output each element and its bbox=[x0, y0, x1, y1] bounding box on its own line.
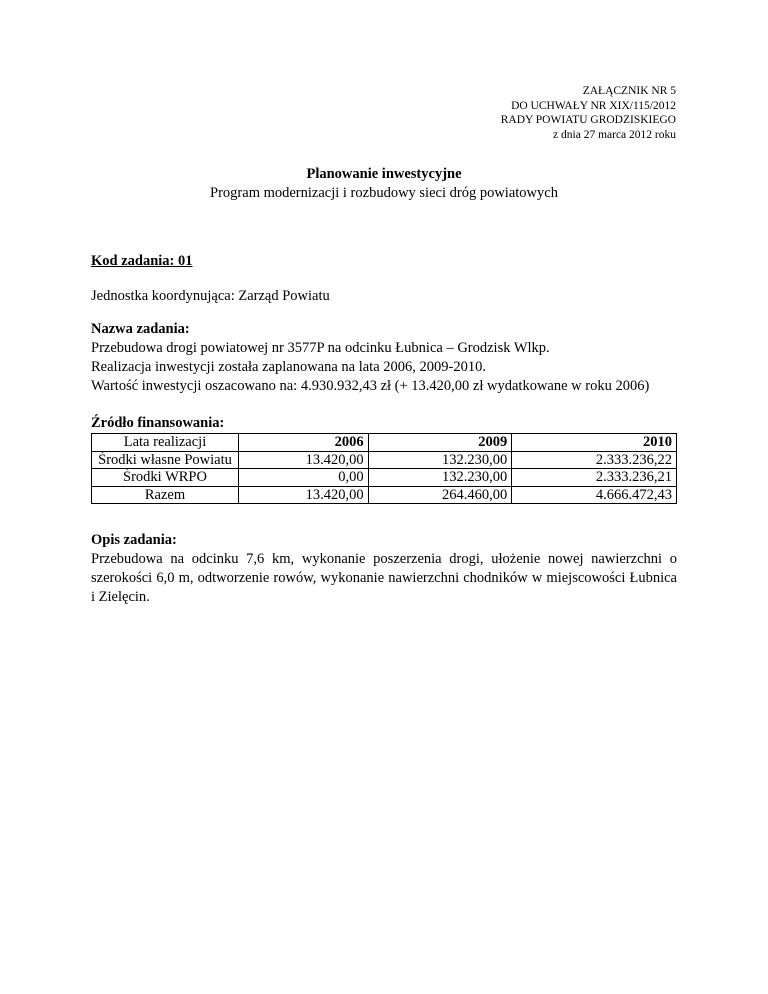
description-text: Przebudowa na odcinku 7,6 km, wykonanie poszerzenia drogi, ułożenie nowej nawierzchni o szerokości 6,0 m, odtworzenie rowów, wykonanie nawierzchni chodników w miejscowości Łubnica i Zielęcin. bbox=[91, 551, 677, 605]
table-cell: 132.230,00 bbox=[368, 451, 512, 469]
row-label-wrpo: Środki WRPO bbox=[92, 469, 239, 487]
financing-section bbox=[91, 414, 677, 504]
row-label-own-funds: Środki własne Powiatu bbox=[92, 451, 239, 469]
task-code: Kod zadania: 01 bbox=[91, 253, 193, 269]
table-cell: 0,00 bbox=[239, 469, 369, 487]
row-label-total: Razem bbox=[92, 486, 239, 504]
task-value: Wartość inwestycji oszacowano na: 4.930.932,43 zł (+ 13.420,00 zł wydatkowane w roku 2006) bbox=[91, 378, 650, 394]
table-row bbox=[92, 486, 677, 504]
year-2010: 2010 bbox=[512, 434, 677, 452]
annex-resolution: DO UCHWAŁY NR XIX/115/2012 bbox=[511, 99, 676, 112]
document-subtitle: Program modernizacji i rozbudowy sieci dróg powiatowych bbox=[210, 185, 558, 201]
year-2006: 2006 bbox=[239, 434, 369, 452]
table-cell: 264.460,00 bbox=[368, 486, 512, 504]
annex-date: z dnia 27 marca 2012 roku bbox=[553, 128, 676, 141]
table-row bbox=[92, 469, 677, 487]
annex-header bbox=[501, 84, 676, 142]
document-heading bbox=[0, 165, 768, 203]
document-title: Planowanie inwestycyjne bbox=[306, 166, 462, 182]
task-section bbox=[91, 320, 677, 396]
description-label: Opis zadania: bbox=[91, 532, 177, 548]
table-cell: 13.420,00 bbox=[239, 486, 369, 504]
financing-label: Źródło finansowania: bbox=[91, 415, 225, 431]
task-name-label: Nazwa zadania: bbox=[91, 321, 190, 337]
task-schedule: Realizacja inwestycji została zaplanowana na lata 2006, 2009-2010. bbox=[91, 359, 486, 375]
table-cell: 2.333.236,22 bbox=[512, 451, 677, 469]
table-row bbox=[92, 451, 677, 469]
table-header-row bbox=[92, 434, 677, 452]
table-header-label: Lata realizacji bbox=[92, 434, 239, 452]
task-name: Przebudowa drogi powiatowej nr 3577P na odcinku Łubnica – Grodzisk Wlkp. bbox=[91, 340, 550, 356]
annex-council: RADY POWIATU GRODZISKIEGO bbox=[500, 114, 676, 126]
annex-number: ZAŁĄCZNIK NR 5 bbox=[582, 85, 676, 97]
description-section bbox=[91, 531, 677, 607]
table-cell: 2.333.236,21 bbox=[512, 469, 677, 487]
coordinating-unit: Jednostka koordynująca: Zarząd Powiatu bbox=[91, 288, 330, 304]
table-cell: 4.666.472,43 bbox=[512, 486, 677, 504]
year-2009: 2009 bbox=[368, 434, 512, 452]
financing-table bbox=[91, 433, 677, 504]
table-cell: 132.230,00 bbox=[368, 469, 512, 487]
table-cell: 13.420,00 bbox=[239, 451, 369, 469]
